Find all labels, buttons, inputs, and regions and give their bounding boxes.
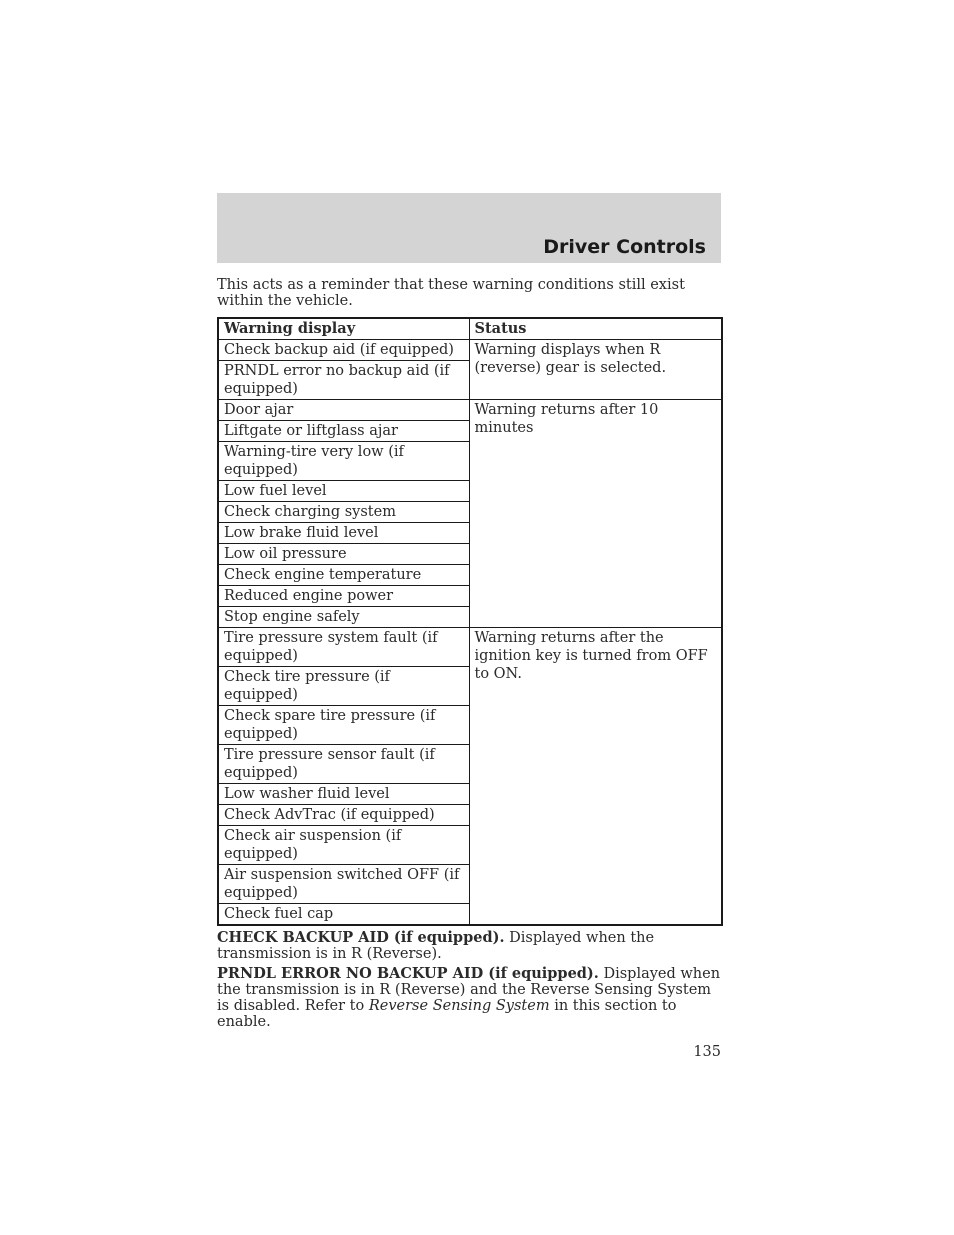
warning-table <box>217 317 723 926</box>
warning-display-cell: Check air suspension (if equipped) <box>218 826 469 865</box>
warning-display-cell: Low fuel level <box>218 481 469 502</box>
warning-display-cell: Check backup aid (if equipped) <box>218 340 469 361</box>
column-header-warning: Warning display <box>218 318 469 340</box>
manual-page <box>217 193 721 1060</box>
reverse-sensing-reference: Reverse Sensing System <box>368 998 550 1014</box>
page-number: 135 <box>693 1044 721 1060</box>
intro-text: This acts as a reminder that these warning conditions still exist within the vehicle. <box>217 277 685 309</box>
backup-aid-term: CHECK BACKUP AID (if equipped). <box>217 929 505 946</box>
warning-display-cell: Check fuel cap <box>218 904 469 926</box>
column-header-status: Status <box>469 318 722 340</box>
table-row <box>218 340 722 361</box>
warning-display-cell: Reduced engine power <box>218 586 469 607</box>
warning-display-cell: PRNDL error no backup aid (if equipped) <box>218 361 469 400</box>
prndl-paragraph <box>217 966 721 1030</box>
warning-display-cell: Air suspension switched OFF (if equipped) <box>218 865 469 904</box>
section-title: Driver Controls <box>543 236 706 258</box>
warning-display-cell: Check tire pressure (if equipped) <box>218 667 469 706</box>
warning-display-cell: Check engine temperature <box>218 565 469 586</box>
warning-display-cell: Low brake fluid level <box>218 523 469 544</box>
status-cell: Warning returns after the ignition key is turned from OFF to ON. <box>469 628 722 926</box>
warning-display-cell: Check charging system <box>218 502 469 523</box>
warning-display-cell: Liftgate or liftglass ajar <box>218 421 469 442</box>
prndl-description-end: in this section to enable. <box>217 998 677 1030</box>
backup-aid-description: Displayed when the transmission is in R (Reverse). <box>217 930 655 962</box>
warning-display-cell: Tire pressure sensor fault (if equipped) <box>218 745 469 784</box>
warning-display-cell: Low oil pressure <box>218 544 469 565</box>
table-header-row <box>218 318 722 340</box>
backup-aid-paragraph <box>217 930 721 962</box>
prndl-description-start: Displayed when the transmission is in R (Reverse) and the Reverse Sensing System is disabled. Refer to <box>217 966 721 1014</box>
warning-display-cell: Tire pressure system fault (if equipped) <box>218 628 469 667</box>
prndl-term: PRNDL ERROR NO BACKUP AID (if equipped). <box>217 965 599 982</box>
warning-display-cell: Check spare tire pressure (if equipped) <box>218 706 469 745</box>
warning-display-cell: Low washer fluid level <box>218 784 469 805</box>
status-cell: Warning returns after 10 minutes <box>469 400 722 628</box>
warning-display-cell: Check AdvTrac (if equipped) <box>218 805 469 826</box>
status-cell: Warning displays when R (reverse) gear is selected. <box>469 340 722 400</box>
warning-display-cell: Warning-tire very low (if equipped) <box>218 442 469 481</box>
warning-table-body <box>218 340 722 926</box>
section-header-band <box>217 193 721 263</box>
warning-display-cell: Stop engine safely <box>218 607 469 628</box>
warning-display-cell: Door ajar <box>218 400 469 421</box>
table-row <box>218 628 722 667</box>
table-row <box>218 400 722 421</box>
